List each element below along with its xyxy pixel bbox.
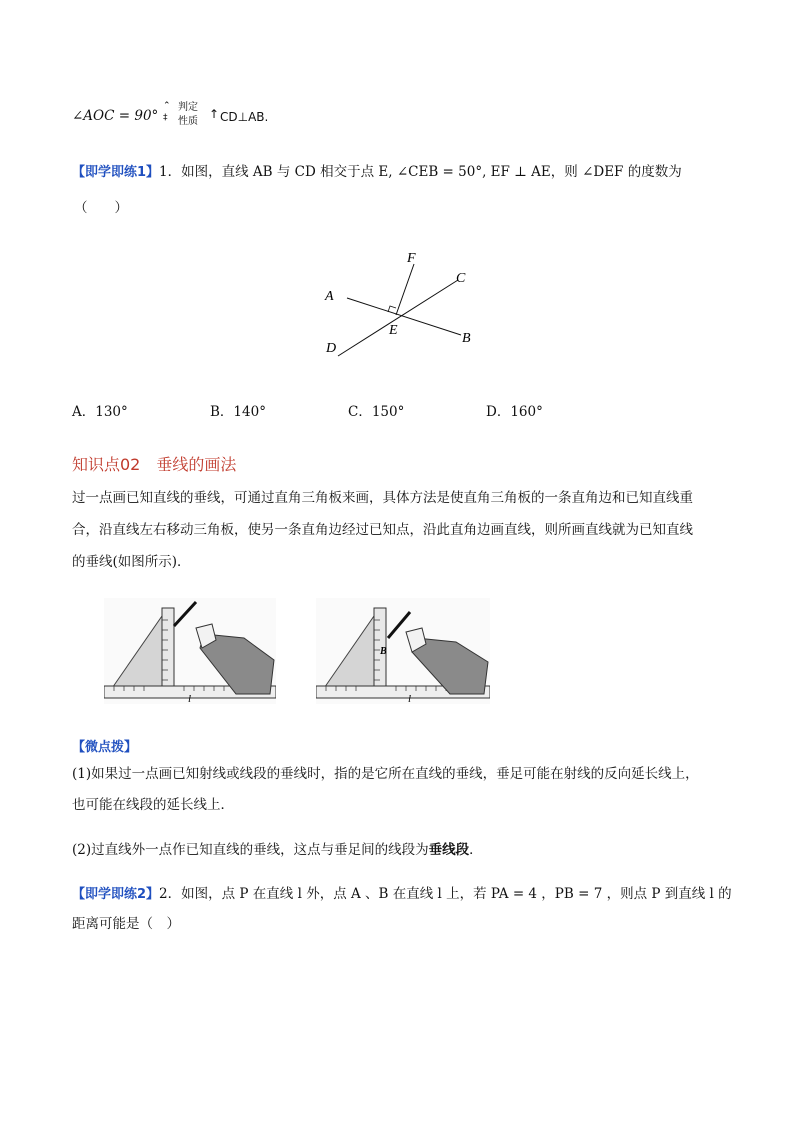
option-a: A．130° — [72, 404, 128, 420]
para-line-2: 合，沿直线左右移动三角板，使另一条直角边经过已知点，沿此直角边画直线，则所画直线就为已知直线 — [72, 522, 693, 538]
option-c: C．150° — [348, 404, 405, 420]
photo-2-line-label: l — [408, 693, 412, 704]
right-angle-mark — [388, 306, 396, 312]
exercise-1-label: 【即学即练1】 — [72, 165, 160, 180]
tip-2-pre: (2)过直线外一点作已知直线的垂线，这点与垂足间的线段为 — [72, 842, 429, 858]
point-label-e: E — [389, 323, 398, 338]
formula-angle-aoc: ∠AOC = 90° — [72, 108, 159, 124]
tip-2-bold: 垂线段 — [428, 842, 470, 858]
option-b: B．140° — [210, 404, 266, 420]
exercise-1-text: 1．如图，直线 AB 与 CD 相交于点 E, ∠CEB = 50°, EF ⊥ AE，则 ∠DEF 的度数为 — [159, 164, 682, 180]
tip-1-line-2: 也可能在线段的延长线上． — [72, 797, 234, 813]
set-square-photo-1 — [104, 598, 276, 704]
tip-2-post: ． — [469, 842, 483, 858]
photo-2-point-label-b: B — [380, 646, 387, 657]
property-label: 性质 — [178, 116, 198, 127]
line-cd — [338, 280, 458, 356]
intersecting-lines-figure — [310, 240, 510, 365]
up-arrow-icon: ↑ — [209, 107, 220, 121]
point-label-d: D — [326, 341, 337, 356]
exercise-1-paren: （ ） — [74, 200, 128, 216]
point-label-b: B — [462, 331, 471, 346]
top-formula — [72, 106, 158, 126]
photo-1-line-label: l — [188, 693, 192, 704]
tips-label: 【微点拨】 — [72, 740, 138, 755]
point-label-f: F — [407, 251, 416, 266]
line-ef — [396, 264, 414, 315]
point-label-c: C — [456, 271, 466, 286]
para-line-1: 过一点画已知直线的垂线，可通过直角三角板来画，具体方法是使直角三角板的一条直角边和已知直线重 — [72, 490, 693, 506]
judge-arrows: ⌃ ‡ — [163, 101, 171, 123]
exercise-2-text: 2．如图，点 P 在直线 l 外，点 A 、B 在直线 l 上，若 PA = 4 ，PB = 7 ，则点 P 到直线 l 的 — [159, 886, 732, 902]
point-label-a: A — [325, 289, 334, 304]
option-d: D．160° — [486, 404, 543, 420]
set-square-photo-2 — [316, 598, 490, 704]
exercise-1 — [72, 162, 682, 183]
cd-perp-ab: CD⊥AB. — [220, 110, 269, 124]
exercise-2-label: 【即学即练2】 — [72, 887, 160, 902]
exercise-2-line-1 — [72, 884, 732, 905]
line-ab — [347, 298, 461, 335]
judge-property-labels — [178, 101, 198, 129]
tip-2 — [72, 840, 483, 860]
exercise-2-line-2: 距离可能是（ ） — [72, 916, 180, 932]
judge-label: 判定 — [178, 102, 198, 113]
para-line-3: 的垂线(如图所示)． — [72, 554, 191, 570]
section-heading: 知识点02 垂线的画法 — [72, 455, 237, 474]
tip-1-line-1: (1)如果过一点画已知射线或线段的垂线时，指的是它所在直线的垂线，垂足可能在射线的反向延长线上， — [72, 766, 699, 782]
